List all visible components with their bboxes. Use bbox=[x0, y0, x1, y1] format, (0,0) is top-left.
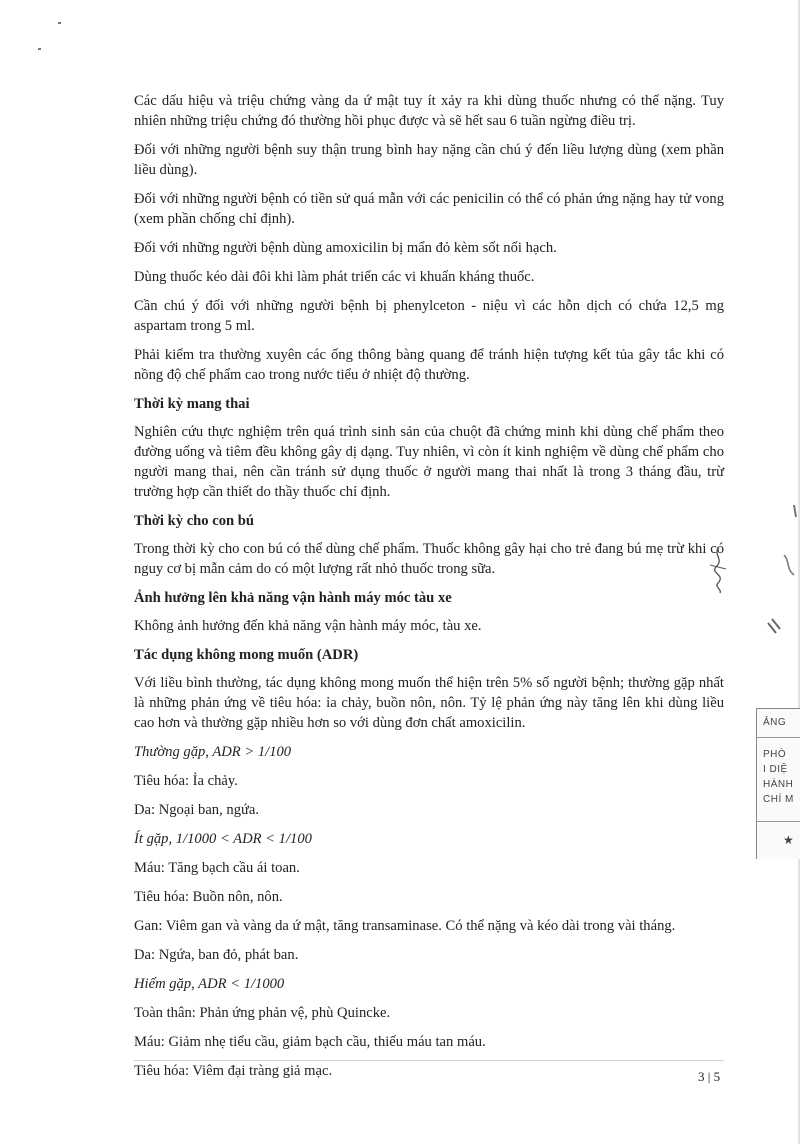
frequency-label-rare: Hiếm gặp, ADR < 1/1000 bbox=[134, 976, 285, 992]
frequency-label-common: Thường gặp, ADR > 1/100 bbox=[134, 744, 292, 760]
stamp-text: ẢNG bbox=[763, 717, 787, 728]
scan-artifact-icon bbox=[764, 495, 800, 655]
star-icon: ★ bbox=[783, 833, 794, 847]
stamp-text: I DIỆ bbox=[763, 764, 788, 775]
section-heading-pregnancy: Thời kỳ mang thai bbox=[134, 396, 250, 412]
section-heading-adr: Tác dụng không mong muốn (ADR) bbox=[134, 647, 359, 663]
stamp-divider bbox=[757, 737, 800, 738]
paragraph: Phải kiểm tra thường xuyên các ống thông bàng quang để tránh hiện tượng kết tủa gây tắc khi có nồng độ chế phẩm cao trong nước tiểu ở nhiệt độ thường. bbox=[134, 347, 724, 383]
scan-speck bbox=[58, 22, 61, 24]
stamp-divider bbox=[757, 821, 800, 822]
paragraph: Các dấu hiệu và triệu chứng vàng da ứ mật tuy ít xảy ra khi dùng thuốc nhưng có thể nặng. Tuy nhiên những triệu chứng đó thường hồi phục được và sẽ hết sau 6 tuần ngừng điều trị. bbox=[134, 93, 724, 129]
adr-item: Gan: Viêm gan và vàng da ứ mật, tăng transaminase. Có thể nặng và kéo dài trong vài tháng. bbox=[134, 918, 676, 934]
paragraph: Dùng thuốc kéo dài đôi khi làm phát triển các vi khuẩn kháng thuốc. bbox=[134, 269, 535, 285]
adr-item: Da: Ngứa, ban đỏ, phát ban. bbox=[134, 947, 299, 963]
paragraph: Với liều bình thường, tác dụng không mong muốn thể hiện trên 5% số người bệnh; thường gặp nhất là những phản ứng về tiêu hóa: ỉa chảy, buồn nôn, nôn. Tỷ lệ phản ứng này tăng lên khi dùng liều cao hơn và thường gặp nhiều hơn so với dùng đơn chất amoxicilin. bbox=[134, 675, 724, 731]
paragraph: Đối với những người bệnh có tiền sử quá mẫn với các penicilin có thể có phản ứng nặng hay tử vong (xem phần chống chỉ định). bbox=[134, 191, 724, 227]
stamp-text: CHÍ M bbox=[763, 794, 794, 805]
scan-speck bbox=[38, 48, 41, 50]
frequency-label-uncommon: Ít gặp, 1/1000 < ADR < 1/100 bbox=[134, 831, 312, 847]
stamp-text: HÀNH bbox=[763, 779, 794, 790]
paragraph: Trong thời kỳ cho con bú có thể dùng chế phẩm. Thuốc không gây hại cho trẻ đang bú mẹ trừ khi có nguy cơ bị mẫn cảm do có một lượng rất nhỏ thuốc trong sữa. bbox=[134, 541, 724, 577]
signature-icon bbox=[704, 545, 732, 595]
adr-item: Toàn thân: Phản ứng phản vệ, phù Quincke. bbox=[134, 1005, 391, 1021]
paragraph: Cần chú ý đối với những người bệnh bị phenylceton - niệu vì các hỗn dịch có chứa 12,5 mg aspartam trong 5 ml. bbox=[134, 298, 724, 334]
footer-divider bbox=[134, 1060, 724, 1061]
document-body bbox=[134, 91, 724, 1090]
adr-item: Tiêu hóa: Buồn nôn, nôn. bbox=[134, 889, 283, 905]
adr-item: Máu: Giảm nhẹ tiểu cầu, giảm bạch cầu, thiếu máu tan máu. bbox=[134, 1034, 486, 1050]
paragraph: Nghiên cứu thực nghiệm trên quá trình sinh sản của chuột đã chứng minh khi dùng chế phẩm theo đường uống và tiêm đều không gây dị dạng. Tuy nhiên, vì còn ít kinh nghiệm về dùng chế phẩm cho người mang thai, nên cần tránh sử dụng thuốc ở người mang thai nhất là trong 3 tháng đầu, trừ trường hợp cần thiết do thầy thuốc chỉ định. bbox=[134, 424, 724, 500]
adr-item: Máu: Tăng bạch cầu ái toan. bbox=[134, 860, 300, 876]
paragraph: Đối với những người bệnh suy thận trung bình hay nặng cần chú ý đến liều lượng dùng (xem phần liều dùng). bbox=[134, 142, 724, 178]
paragraph: Đối với những người bệnh dùng amoxicilin bị mẩn đỏ kèm sốt nổi hạch. bbox=[134, 240, 557, 256]
adr-item: Tiêu hóa: Viêm đại tràng giả mạc. bbox=[134, 1063, 333, 1079]
adr-item: Da: Ngoại ban, ngứa. bbox=[134, 802, 260, 818]
official-stamp bbox=[756, 708, 800, 859]
page-number: 3 | 5 bbox=[698, 1069, 721, 1084]
section-heading-driving: Ảnh hưởng lên khả năng vận hành máy móc tàu xe bbox=[134, 590, 452, 606]
section-heading-lactation: Thời kỳ cho con bú bbox=[134, 513, 255, 529]
adr-item: Tiêu hóa: Ỉa chảy. bbox=[134, 773, 238, 789]
stamp-text: PHÒ bbox=[763, 749, 787, 760]
paragraph: Không ảnh hưởng đến khả năng vận hành máy móc, tàu xe. bbox=[134, 618, 482, 634]
